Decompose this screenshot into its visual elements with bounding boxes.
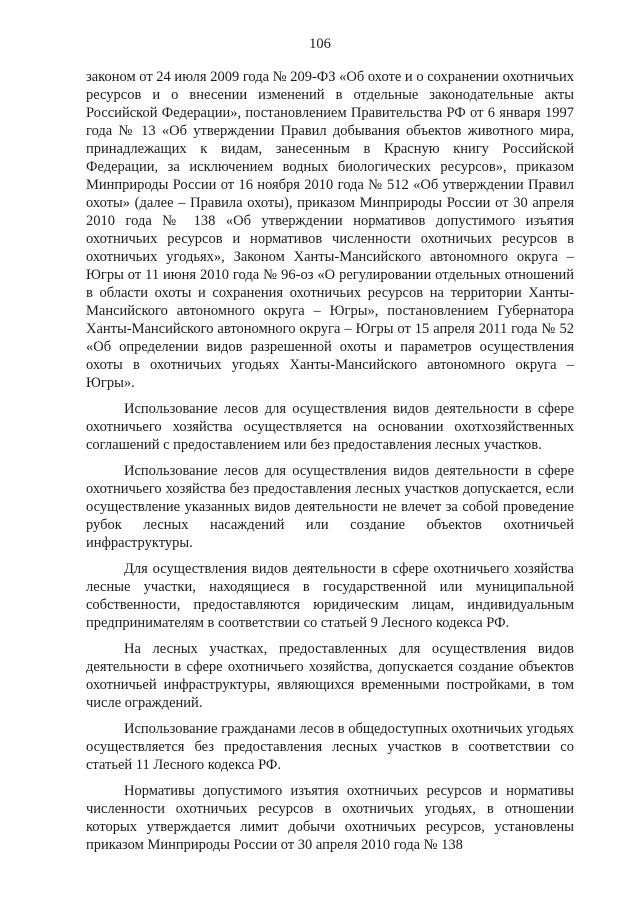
paragraph: Использование лесов для осуществления видов деятельности в сфере охотничьего хозяйства осуществляется на основании охотхозяйственных соглашений с предоставлением или без предоставления лесных участков. [86,401,574,453]
paragraph: Для осуществления видов деятельности в сфере охотничьего хозяйства лесные участки, находящиеся в государственной или муниципальной собственности, предоставляются юридическим лицам, индивидуальным предпринимателям в соответствии со статьей 9 Лесного кодекса РФ. [86,561,574,631]
document-body [86,68,574,862]
paragraph: Нормативы допустимого изъятия охотничьих ресурсов и нормативы численности охотничьих ресурсов в охотничьих угодьях, в отношении которых утверждается лимит добычи охотничьих ресурсов, установлены приказом Минприроды России от 30 апреля 2010 года № 138 [86,783,574,853]
paragraph: Использование лесов для осуществления видов деятельности в сфере охотничьего хозяйства без предоставления лесных участков допускается, если осуществление указанных видов деятельности не влечет за собой проведение рубок лесных насаждений или создание объектов охотничьей инфраструктуры. [86,463,574,551]
paragraph-continuation: законом от 24 июля 2009 года № 209-ФЗ «Об охоте и о сохранении охотничьих ресурсов и о внесении изменений в отдельные законодательные акты Российской Федерации», постановлением Правительства РФ от 6 января 1997 года № 13 «Об утверждении Правил добывания объектов животного мира, принадлежащих к видам, занесенным в Красную книгу Российской Федерации, за исключением водных биологических ресурсов», приказом Минприроды России от 16 ноября 2010 года № 512 «Об утверждении Правил охоты» (далее – Правила охоты), приказом Минприроды России от 30 апреля 2010 года № 138 «Об утверждении нормативов допустимого изъятия охотничьих ресурсов и нормативов численности охотничьих ресурсов в охотничьих угодьях», Законом Ханты-Мансийского автономного округа – Югры от 11 июня 2010 года № 96-оз «О регулировании отдельных отношений в области охоты и сохранения охотничьих ресурсов на территории Ханты-Мансийского автономного округа – Югры», постановлением Губернатора Ханты-Мансийского автономного округа – Югры от 15 апреля 2011 года № 52 «Об определении видов разрешенной охоты и параметров осуществления охоты в охотничьих угодьях Ханты-Мансийского автономного округа – Югры». [86,69,574,391]
page-number: 106 [309,36,331,52]
paragraph: На лесных участках, предоставленных для осуществления видов деятельности в сфере охотничьего хозяйства, допускается создание объектов охотничьей инфраструктуры, являющихся временными постройками, в том числе ограждений. [86,641,574,711]
paragraph: Использование гражданами лесов в общедоступных охотничьих угодьях осуществляется без предоставления лесных участков в соответствии со статьей 11 Лесного кодекса РФ. [86,721,574,773]
